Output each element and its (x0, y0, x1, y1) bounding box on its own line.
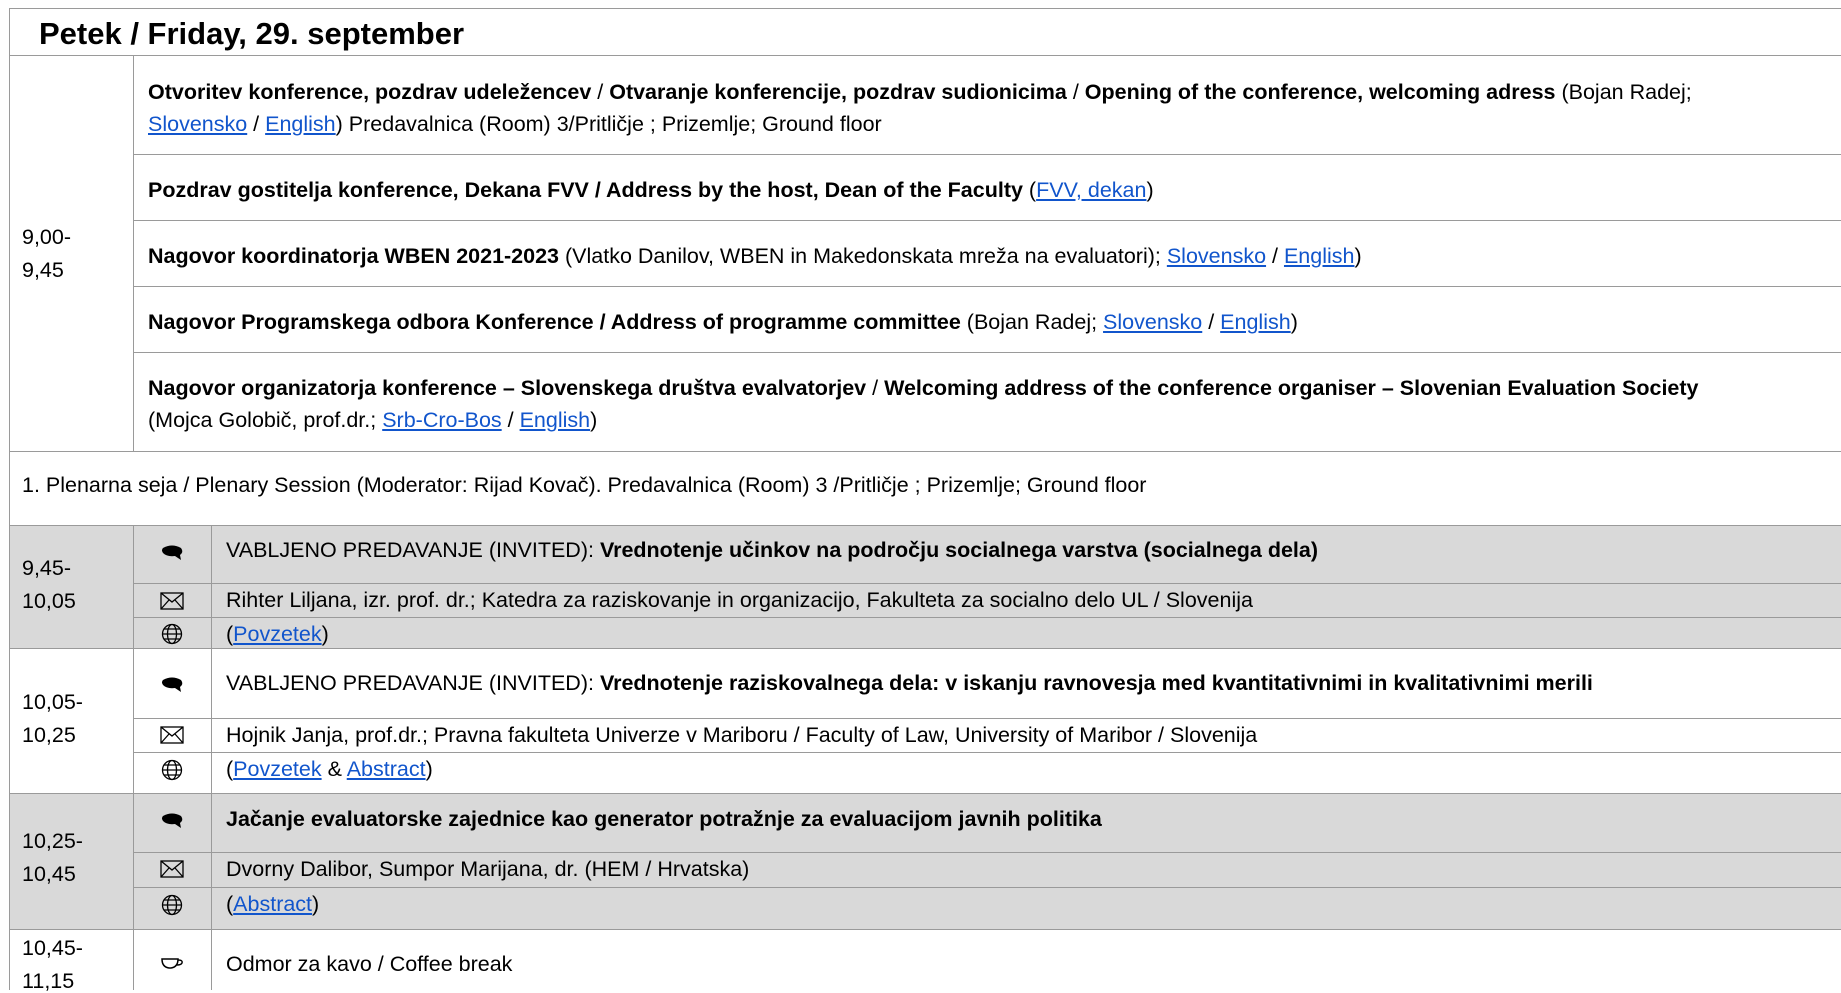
paren-close: ) (321, 622, 329, 646)
host-address-title: Pozdrav gostitelja konference, Dekana FVV / Address by the host, Dean of the Faculty (148, 178, 1023, 202)
paren-close: ) (312, 892, 320, 916)
wben-address-title: Nagovor koordinatorja WBEN 2021-2023 (148, 244, 560, 268)
english-link[interactable]: English (519, 408, 591, 432)
opening-time-start: 9,00- (22, 225, 72, 249)
opening-item-1-line-2 (148, 112, 882, 136)
paren-open: ( (226, 757, 234, 781)
committee-address-title: Nagovor Programskega odbora Konference / Address of programme committee (148, 310, 961, 334)
english-link[interactable]: English (265, 112, 336, 136)
abstract-link[interactable]: Abstract (233, 892, 313, 916)
paren-close: ) (1290, 310, 1298, 334)
globe-icon (159, 894, 185, 916)
talk-1-time-start: 9,45- (22, 556, 72, 580)
separator: / (247, 112, 266, 136)
talk-1-links (226, 622, 329, 646)
opening-item-2 (148, 178, 1154, 202)
talk-prefix: VABLJENO PREDAVANJE (INVITED): (226, 671, 600, 695)
organiser-speaker: (Mojca Golobič, prof.dr.; (148, 408, 383, 432)
paren-close: ) (425, 757, 433, 781)
committee-speaker: (Bojan Radej; (960, 310, 1104, 334)
globe-icon (159, 759, 185, 781)
talk-3-author: Dvorny Dalibor, Sumpor Marijana, dr. (HEM / Hrvatska) (226, 857, 750, 881)
opening-item-5-line-1 (148, 376, 1699, 400)
talk-title: Vrednotenje raziskovalnega dela: v iskanju ravnovesja med kvantitativnimi in kvalitativnimi merili (599, 671, 1593, 695)
opening-title-sl: Otvoritev konference, pozdrav udeležencev (148, 80, 592, 104)
ampersand: & (321, 757, 347, 781)
opening-item-1-line-1 (148, 80, 1692, 104)
opening-item-5-line-2 (148, 408, 597, 432)
povzetek-link[interactable]: Povzetek (233, 757, 322, 781)
separator: / (501, 408, 520, 432)
talk-title: Vrednotenje učinkov na področju socialnega varstva (socialnega dela) (599, 538, 1319, 562)
coffee-cup-icon (159, 953, 185, 975)
paren-open: ( (1022, 178, 1037, 202)
slovensko-link[interactable]: Slovensko (1103, 310, 1203, 334)
talk-1-title (226, 538, 1318, 562)
organiser-title-en: Welcoming address of the conference organiser – Slovenian Evaluation Society (884, 376, 1699, 400)
talk-3-title (226, 807, 1102, 831)
opening-item-3 (148, 244, 1362, 268)
envelope-icon (159, 858, 185, 880)
opening-title-hr: Otvaranje konferencije, pozdrav sudionicima (609, 80, 1067, 104)
opening-item-4 (148, 310, 1298, 334)
speech-bubble-icon (159, 675, 185, 697)
break-time-start: 10,45- (22, 936, 83, 960)
separator: / (1202, 310, 1221, 334)
slovensko-link[interactable]: Slovensko (148, 112, 248, 136)
talk-prefix: VABLJENO PREDAVANJE (INVITED): (226, 538, 600, 562)
paren-close: ) (590, 408, 598, 432)
povzetek-link[interactable]: Povzetek (233, 622, 322, 646)
talk-1-time-end: 10,05 (22, 589, 76, 613)
talk-3-time-end: 10,45 (22, 862, 76, 886)
talk-2-time-start: 10,05- (22, 690, 83, 714)
abstract-link[interactable]: Abstract (346, 757, 426, 781)
separator: / (866, 376, 885, 400)
talk-1-author: Rihter Liljana, izr. prof. dr.; Katedra za raziskovanje in organizacijo, Fakulteta za socialno delo UL / Slovenija (226, 588, 1253, 612)
opening-title-en: Opening of the conference, welcoming adress (1084, 80, 1556, 104)
paren-open: ( (226, 622, 234, 646)
paren-close: ) (1354, 244, 1362, 268)
separator: / (1066, 80, 1085, 104)
paren-close: ) (1146, 178, 1154, 202)
talk-3-links (226, 892, 319, 916)
talk-3-time-start: 10,25- (22, 829, 83, 853)
speech-bubble-icon (159, 543, 185, 565)
page-title: Petek / Friday, 29. september (39, 16, 465, 51)
speech-bubble-icon (159, 811, 185, 833)
separator: / (1266, 244, 1284, 268)
paren-open: ( (226, 892, 234, 916)
talk-2-title (226, 671, 1593, 695)
opening-speaker: (Bojan Radej; (1555, 80, 1692, 104)
break-label: Odmor za kavo / Coffee break (226, 952, 513, 976)
talk-2-time-end: 10,25 (22, 723, 76, 747)
talk-2-author: Hojnik Janja, prof.dr.; Pravna fakulteta Univerze v Mariboru / Faculty of Law, University of Maribor / Slovenija (226, 723, 1258, 747)
globe-icon (159, 623, 185, 645)
plenary-session-label: 1. Plenarna seja / Plenary Session (Moderator: Rijad Kovač). Predavalnica (Room) 3 /Pritličje ; Prizemlje; Ground floor (22, 473, 1147, 497)
break-time-end: 11,15 (22, 969, 75, 993)
talk-2-links (226, 757, 433, 781)
envelope-icon (159, 724, 185, 746)
organiser-title-sl: Nagovor organizatorja konference – Slovenskega društva evalvatorjev (148, 376, 867, 400)
slovensko-link[interactable]: Slovensko (1166, 244, 1267, 268)
english-link[interactable]: English (1283, 244, 1355, 268)
talk-title: Jačanje evaluatorske zajednice kao generator potražnje za evaluacijom javnih politika (226, 807, 1102, 831)
english-link[interactable]: English (1220, 310, 1291, 334)
wben-speaker: (Vlatko Danilov, WBEN in Makedonskata mreža na evaluatori); (559, 244, 1167, 268)
fvv-dekan-link[interactable]: FVV, dekan (1036, 178, 1147, 202)
separator: / (591, 80, 610, 104)
opening-room: ) Predavalnica (Room) 3/Pritličje ; Prizemlje; Ground floor (335, 112, 882, 136)
opening-time-end: 9,45 (22, 258, 64, 282)
envelope-icon (159, 590, 185, 612)
srb-cro-bos-link[interactable]: Srb-Cro-Bos (382, 408, 502, 432)
